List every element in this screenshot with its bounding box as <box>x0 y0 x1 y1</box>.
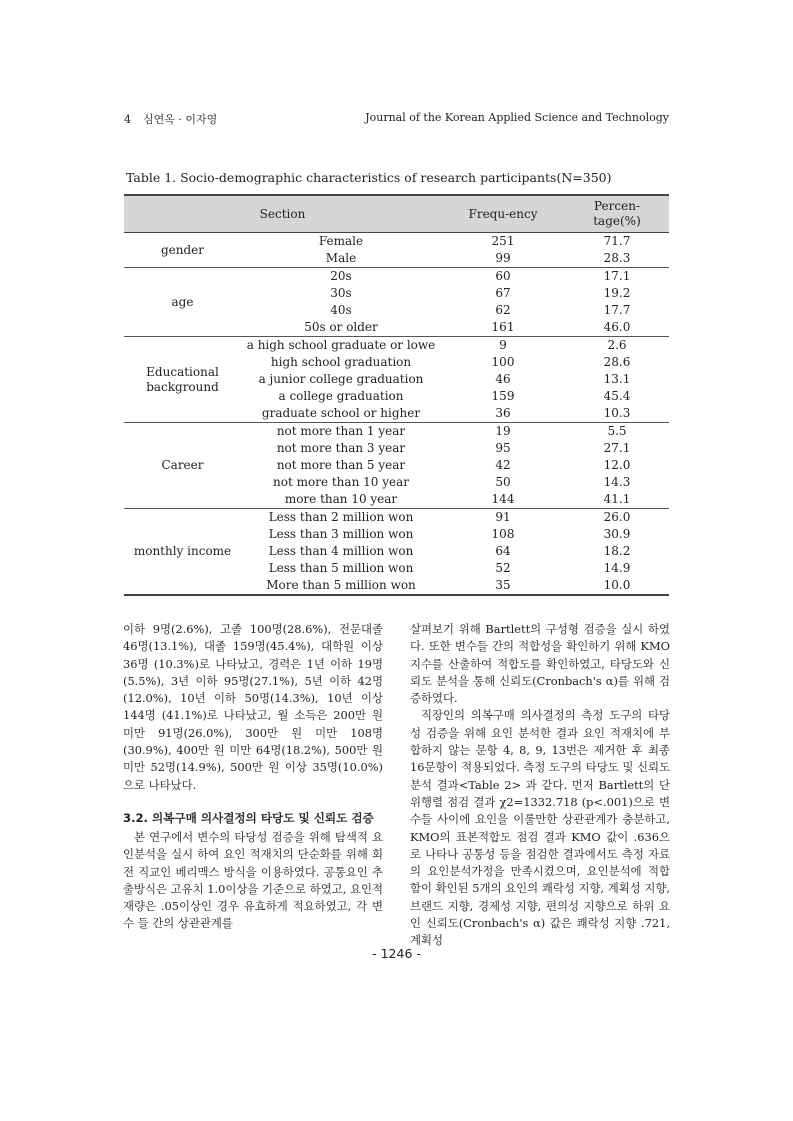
row-frequency: 64 <box>495 544 511 558</box>
group-label: monthly income <box>133 544 232 558</box>
header-percentage-line2: tage(%) <box>593 214 641 228</box>
row-frequency: 161 <box>491 320 515 334</box>
group-education <box>124 337 669 423</box>
group-income <box>124 509 669 596</box>
row-percentage: 5.5 <box>607 424 627 438</box>
row-frequency: 62 <box>495 303 511 317</box>
row-frequency: 46 <box>495 372 511 386</box>
table-row <box>124 423 669 441</box>
row-percentage: 2.6 <box>607 338 627 352</box>
row-label: 20s <box>330 269 352 283</box>
row-percentage: 46.0 <box>603 320 631 334</box>
row-label: graduate school or higher <box>261 406 421 420</box>
row-label: not more than 1 year <box>276 424 406 438</box>
journal-name: Journal of the Korean Applied Science and Technology <box>365 111 669 124</box>
left-column <box>123 621 383 933</box>
table-header-row <box>124 195 669 233</box>
row-frequency: 99 <box>495 251 511 265</box>
row-frequency: 108 <box>491 527 515 541</box>
row-label: Less than 5 million won <box>268 561 414 575</box>
group-label: Career <box>161 458 204 472</box>
row-percentage: 41.1 <box>603 492 631 506</box>
row-frequency: 91 <box>495 510 511 524</box>
right-column <box>410 621 670 950</box>
row-label: more than 10 year <box>284 492 398 506</box>
body-paragraph: 직장인의 의복구매 의사결정의 측정 도구의 타당성 검증을 위해 요인 분석한 결과 요인 적재치에 부합하지 않는 문항 4, 8, 9, 13번은 제거한 후 최종 16문항이 적용되었다. 측정 도구의 타당도 및 신뢰도 분석 결과<Table 2> 과 같다. 먼저 Bartlett의 단위행렬 점검 결과 χ2=1332.718 (p<.001)으로 변수들 사이에 요인을 이룰만한 상관관계가 충분하고, KMO의 표본적합도 점검 결과 KMO 값이 .636으로 나타나 공통성 등을 점검한 결과에서도 측정 자료의 요인분석가정을 만족시켰으며, 요인분석에 적합함이 확인된 5개의 요인의 쾌락성 지향, 계획성 지향, 브랜드 지향, 경제성 지향, 편의성 지향으로 하위 요인 신뢰도(Cronbach's α) 값은 쾌락성 지향 .721, 계획성 <box>410 708 670 948</box>
group-age <box>124 268 669 337</box>
row-frequency: 159 <box>491 389 515 403</box>
row-label: Less than 4 million won <box>268 544 414 558</box>
row-percentage: 17.7 <box>603 303 631 317</box>
row-label: More than 5 million won <box>266 578 416 592</box>
row-label: a college graduation <box>278 389 404 403</box>
row-label: Female <box>318 234 364 248</box>
row-frequency: 9 <box>499 338 507 352</box>
row-frequency: 60 <box>495 269 511 283</box>
row-frequency: 42 <box>495 458 511 472</box>
group-career <box>124 423 669 509</box>
row-percentage: 17.1 <box>603 269 631 283</box>
row-percentage: 12.0 <box>603 458 631 472</box>
row-frequency: 36 <box>495 406 511 420</box>
row-percentage: 27.1 <box>603 441 631 455</box>
row-frequency: 144 <box>491 492 515 506</box>
row-percentage: 26.0 <box>603 510 631 524</box>
demographics-table <box>124 194 669 596</box>
row-frequency: 251 <box>491 234 515 248</box>
group-gender <box>124 233 669 268</box>
table-row <box>124 233 669 251</box>
row-percentage: 13.1 <box>603 372 631 386</box>
row-label: 30s <box>330 286 352 300</box>
row-percentage: 28.3 <box>603 251 631 265</box>
row-label: a junior college graduation <box>258 372 424 386</box>
row-frequency: 19 <box>495 424 511 438</box>
body-paragraph: 살펴보기 위해 Bartlett의 구성형 검증을 실시 하였다. 또한 변수들 간의 적합성을 확인하기 위해 KMO 지수를 산출하여 적합도를 확인하였고, 타당도와 신뢰도 분석을 통해 신뢰도(Cronbach's α)를 위해 검증하였다. <box>410 622 670 706</box>
row-label: not more than 3 year <box>276 441 406 455</box>
row-percentage: 18.2 <box>603 544 631 558</box>
row-frequency: 100 <box>491 355 515 369</box>
row-label: not more than 10 year <box>273 475 409 489</box>
group-label: age <box>171 294 194 309</box>
row-percentage: 30.9 <box>603 527 631 541</box>
row-label: 40s <box>330 303 352 317</box>
row-label: not more than 5 year <box>276 458 406 472</box>
row-percentage: 19.2 <box>603 286 631 300</box>
row-label: a high school graduate or lowe <box>246 338 436 352</box>
group-label: gender <box>160 242 205 257</box>
row-label: Less than 2 million won <box>268 510 414 524</box>
row-frequency: 95 <box>495 441 511 455</box>
section-heading: 3.2. 의복구매 의사결정의 타당도 및 신뢰도 검증 <box>123 810 374 825</box>
authors: 심연옥 · 이자영 <box>143 113 218 126</box>
row-percentage: 10.3 <box>603 406 631 420</box>
header-left <box>124 111 217 127</box>
row-frequency: 35 <box>495 578 511 592</box>
table-row <box>124 509 669 527</box>
row-label: 50s or older <box>304 320 378 334</box>
header-section: Section <box>124 195 441 233</box>
row-percentage: 71.7 <box>603 234 631 248</box>
row-percentage: 45.4 <box>603 389 631 403</box>
page-number: 4 <box>124 113 131 126</box>
row-percentage: 10.0 <box>603 578 631 592</box>
row-frequency: 52 <box>495 561 511 575</box>
row-label: Less than 3 million won <box>268 527 414 541</box>
body-paragraph: 본 연구에서 변수의 타당성 검증을 위해 탐색적 요인분석을 실시 하여 요인 적재치의 단순화를 위해 회전 직교인 베리맥스 방식을 이용하였다. 공통요인 추출방식은 고유치 1.0이상을 기준으로 하였고, 요인적재량은 .05이상인 경우 유효하게 적요하였고, 각 변수 들 간의 상관관계를 <box>123 829 383 931</box>
header-percentage <box>565 195 669 233</box>
table-row <box>124 268 669 286</box>
body-paragraph: 이하 9명(2.6%), 고졸 100명(28.6%), 전문대졸 46명(13.1%), 대졸 159명(45.4%), 대학원 이상 36명 (10.3%)로 나타났고, 경력은 1년 이하 19명(5.5%), 3년 이하 95명(27.1%), 5년 이하 42명(12.0%), 10년 이하 50명(14.3%), 10년 이상 144명 (41.1%)로 나타났고, 월 소득은 200만 원 미만 91명(26.0%), 300만 원 미만 108명(30.9%), 400만 원 미만 64명(18.2%), 500만 원 미만 52명(14.9%), 500만 원 이상 35명(10.0%)으로 나타났다. <box>123 622 383 792</box>
row-label: high school graduation <box>270 355 412 369</box>
row-percentage: 14.3 <box>603 475 631 489</box>
row-percentage: 28.6 <box>603 355 631 369</box>
row-frequency: 67 <box>495 286 511 300</box>
header-percentage-line1: Percen- <box>594 199 640 213</box>
table-caption: Table 1. Socio-demographic characteristics of research participants(N=350) <box>126 170 612 185</box>
page-footer: - 1246 - <box>372 946 421 961</box>
group-label: Educational background <box>146 364 219 394</box>
header-frequency: Frequ-ency <box>441 195 565 233</box>
table-row <box>124 337 669 355</box>
row-percentage: 14.9 <box>603 561 631 575</box>
row-label: Male <box>325 251 357 265</box>
row-frequency: 50 <box>495 475 511 489</box>
